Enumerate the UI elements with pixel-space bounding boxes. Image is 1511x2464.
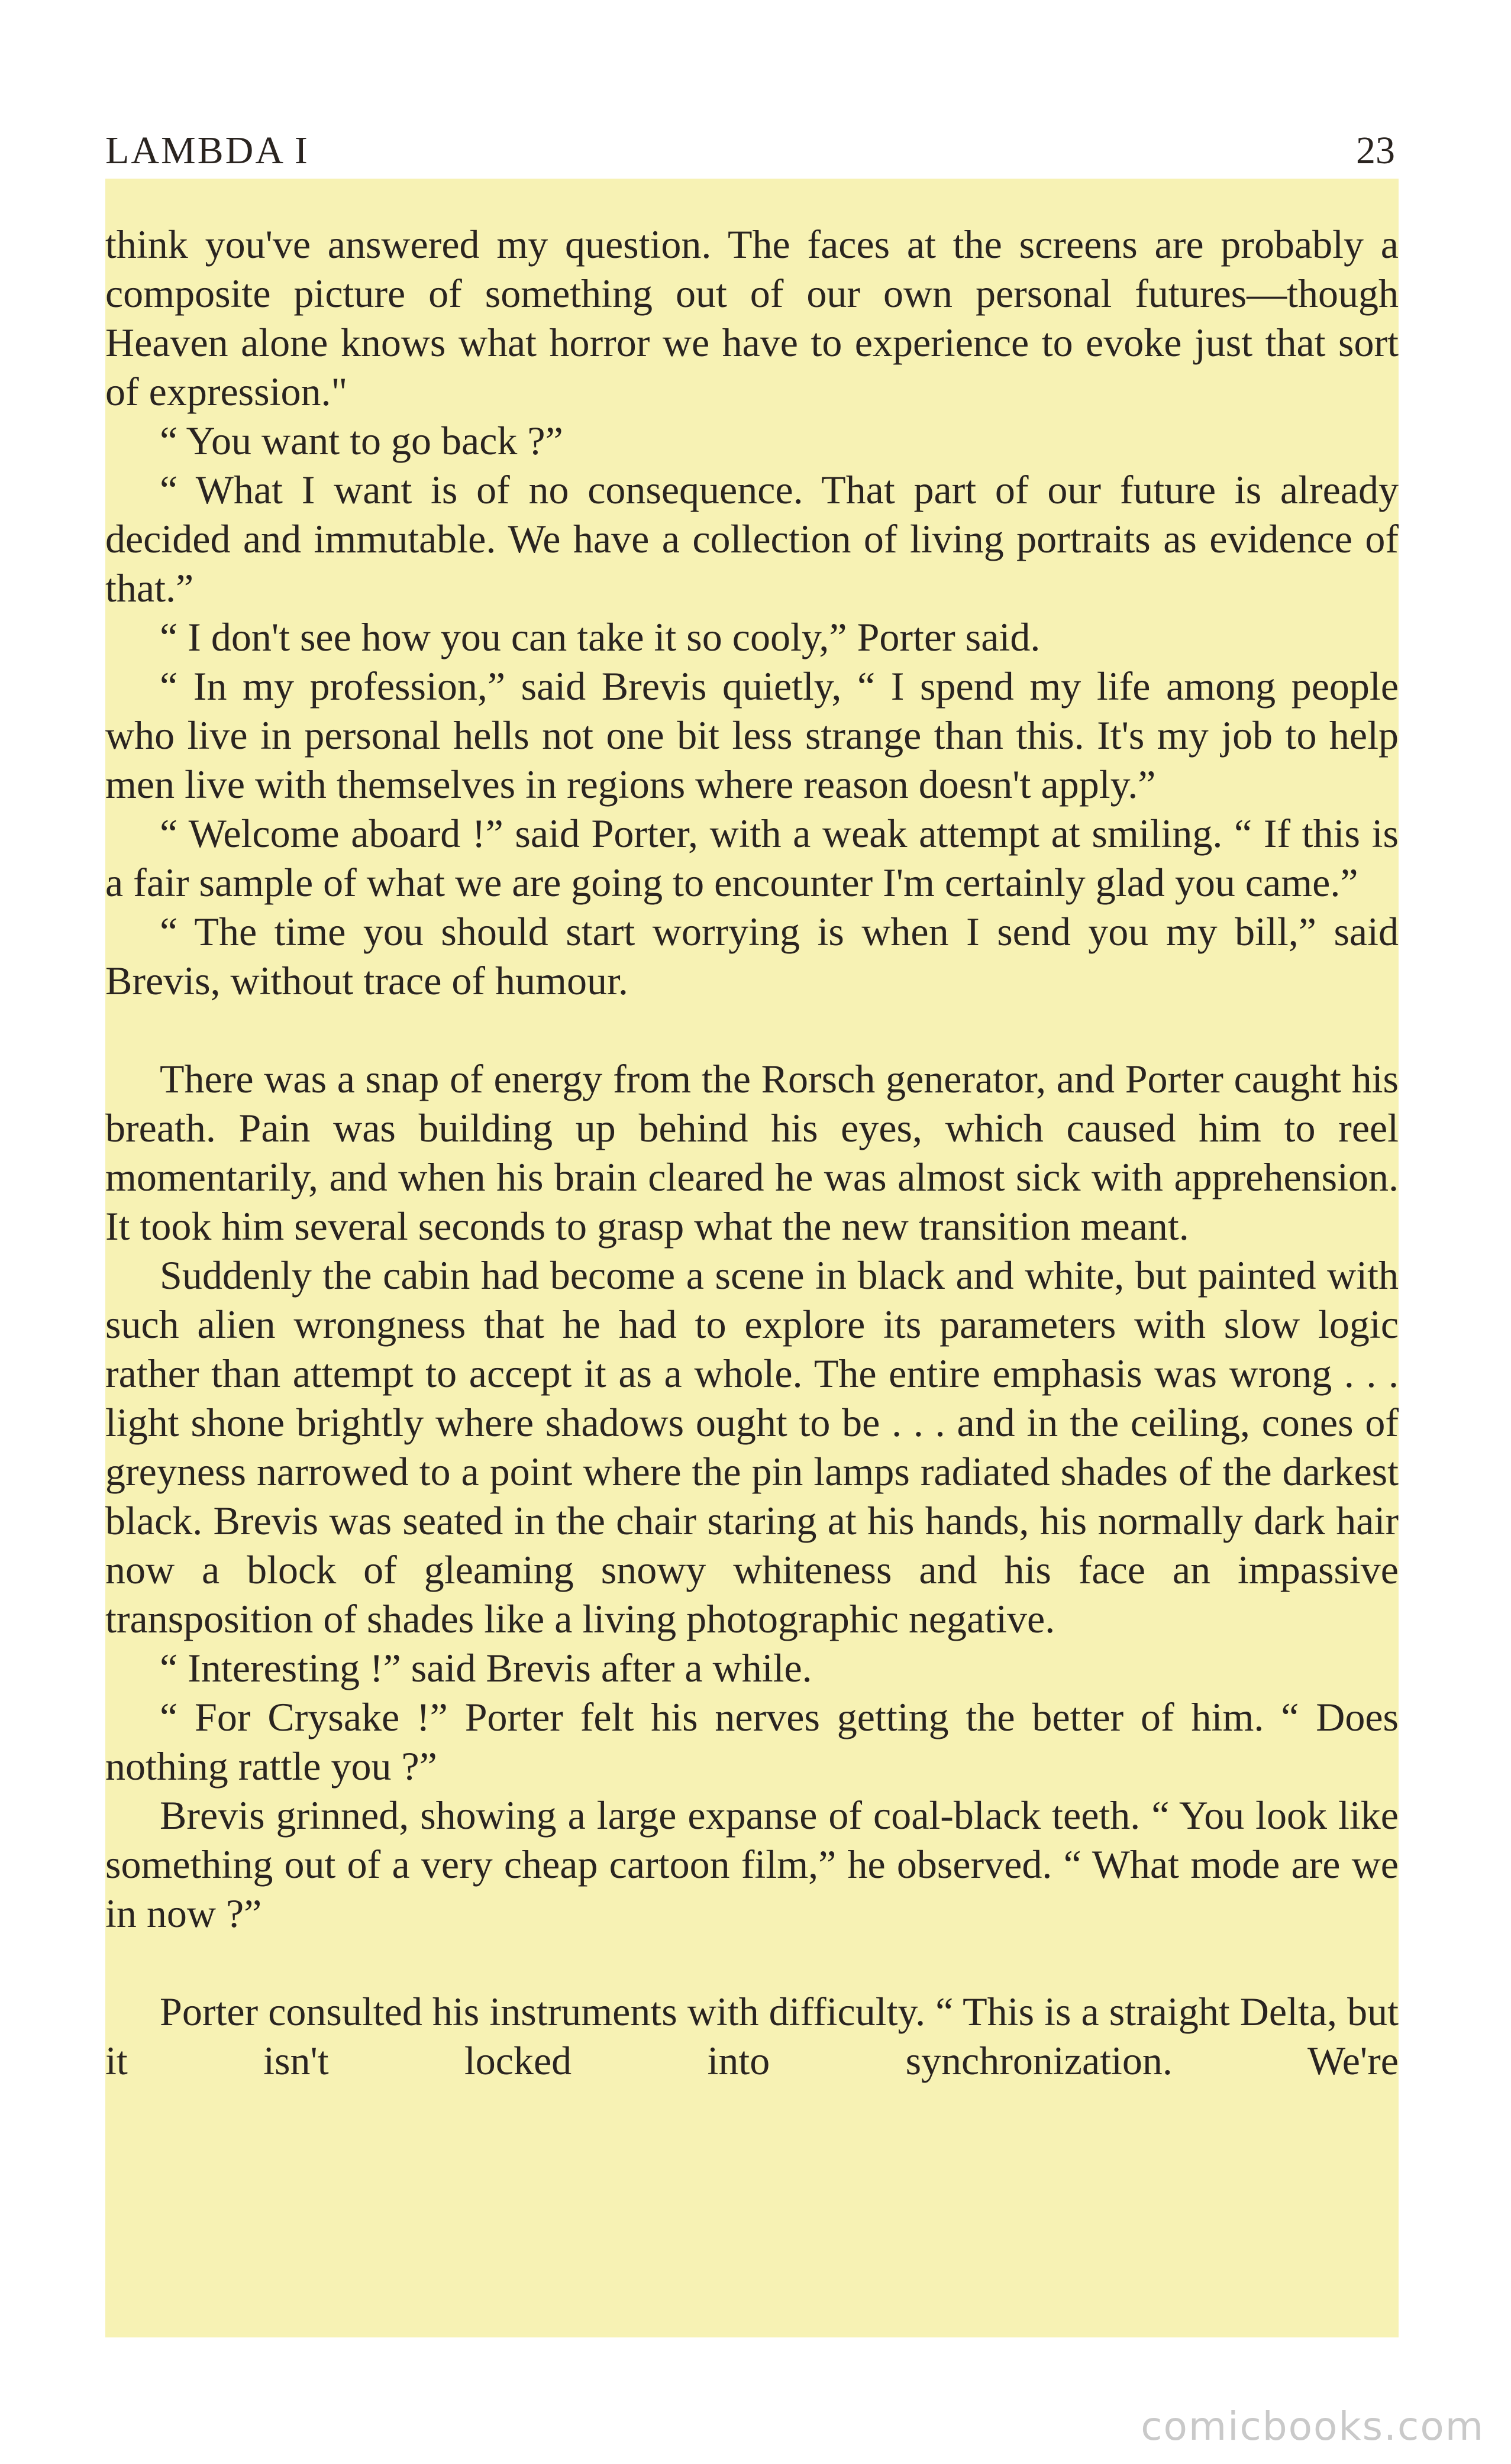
paragraph: Suddenly the cabin had become a scene in black and white, but painted with such alien wrongness that he had to explore its parameters with slow logic rather than attempt to accept it as a whole. The entire emphasis was wrong . . . light shone brightly where shadows ought to be . . . and in the ceiling, cones of greyness narrowed to a point where the pin lamps radiated shades of the darkest black. Brevis was seated in the chair staring at his hands, his normally dark hair now a block of gleaming snowy whiteness and his face an impassive transposition of shades like a living photographic negative. <box>105 1253 1399 1641</box>
paragraph: “ I don't see how you can take it so cooly,” Porter said. <box>160 615 1041 659</box>
body-text <box>105 220 1399 2085</box>
paragraph: Porter consulted his instruments with difficulty. “ This is a straight Delta, but it isn't locked into synchronization. We're <box>105 1989 1399 2083</box>
page-header <box>105 124 1395 177</box>
paragraph: think you've answered my question. The faces at the screens are probably a composite picture of something out of our own personal futures—though Heaven alone knows what horror we have to experience to evoke just that sort of expression." <box>105 222 1399 414</box>
paragraph: “ The time you should start worrying is when I send you my bill,” said Brevis, without trace of humour. <box>105 909 1399 1003</box>
paragraph: “ What I want is of no consequence. That part of our future is already decided and immutable. We have a collection of living portraits as evidence of that.” <box>105 467 1399 610</box>
paragraph: Brevis grinned, showing a large expanse of coal-black teeth. “ You look like something out of a very cheap cartoon film,” he observed. “ What mode are we in now ?” <box>105 1793 1399 1936</box>
site-watermark: comicbooks.com <box>1141 2404 1484 2449</box>
section-break <box>105 1938 1399 1987</box>
paragraph: “ Interesting !” said Brevis after a while. <box>160 1645 812 1690</box>
page-number: 23 <box>1356 129 1395 172</box>
paragraph: “ In my profession,” said Brevis quietly, “ I spend my life among people who live in personal hells not one bit less strange than this. It's my job to help men live with themselves in regions where reason doesn't apply.” <box>105 664 1399 807</box>
paragraph: There was a snap of energy from the Rorsch generator, and Porter caught his breath. Pain was building up behind his eyes, which caused him to reel momentarily, and when his brain cleared he was almost sick with apprehension. It took him several seconds to grasp what the new transition meant. <box>105 1056 1399 1249</box>
paragraph: “ You want to go back ?” <box>160 418 563 463</box>
running-title: LAMBDA I <box>105 129 309 172</box>
section-break <box>105 1005 1399 1055</box>
paragraph: “ Welcome aboard !” said Porter, with a weak attempt at smiling. “ If this is a fair sample of what we are going to encounter I'm certainly glad you came.” <box>105 811 1399 905</box>
paragraph: “ For Crysake !” Porter felt his nerves getting the better of him. “ Does nothing rattle you ?” <box>105 1695 1399 1789</box>
